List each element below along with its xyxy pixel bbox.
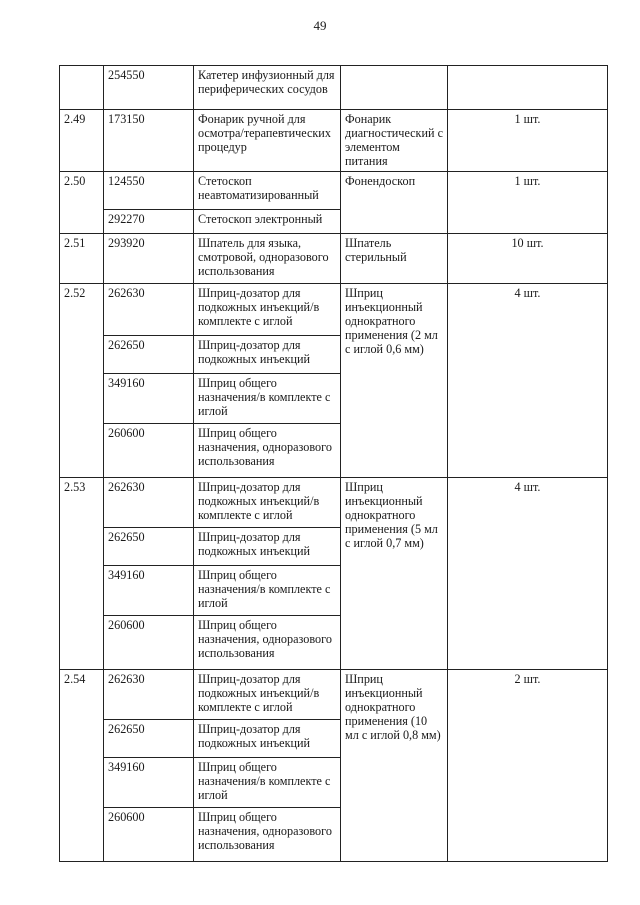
device-code: 262650: [104, 720, 194, 758]
item-number: 2.54: [60, 670, 104, 862]
device-code: 262630: [104, 284, 194, 336]
device-name: Шприц-дозатор для подкожных инъекций/в комплекте с иглой: [194, 284, 341, 336]
table-row: [60, 284, 608, 336]
quantity: 2 шт.: [448, 670, 608, 862]
quantity: 1 шт.: [448, 110, 608, 172]
device-name: Шприц-дозатор для подкожных инъекций: [194, 720, 341, 758]
device-name: Шприц общего назначения, одноразового использования: [194, 808, 341, 862]
device-name: Шприц общего назначения/в комплекте с иглой: [194, 374, 341, 424]
device-name: Фонарик ручной для осмотра/терапевтических процедур: [194, 110, 341, 172]
device-code: 292270: [104, 210, 194, 234]
device-code: 124550: [104, 172, 194, 210]
device-name: Шприц общего назначения/в комплекте с иглой: [194, 758, 341, 808]
device-code: 262650: [104, 336, 194, 374]
table-row: [60, 234, 608, 284]
quantity: 4 шт.: [448, 284, 608, 478]
table-row: [60, 172, 608, 210]
equipment-requirement: Шприц инъекционный однократного применения (10 мл с иглой 0,8 мм): [341, 670, 448, 862]
device-code: 173150: [104, 110, 194, 172]
equipment-requirement: [341, 66, 448, 110]
quantity: 10 шт.: [448, 234, 608, 284]
device-code: 293920: [104, 234, 194, 284]
device-code: 349160: [104, 566, 194, 616]
quantity: 1 шт.: [448, 172, 608, 234]
equipment-table-body: [60, 66, 608, 862]
device-name: Шпатель для языка, смотровой, одноразового использования: [194, 234, 341, 284]
device-code: 349160: [104, 758, 194, 808]
device-code: 262650: [104, 528, 194, 566]
item-number: 2.52: [60, 284, 104, 478]
quantity: 4 шт.: [448, 478, 608, 670]
device-name: Шприц-дозатор для подкожных инъекций/в комплекте с иглой: [194, 670, 341, 720]
device-name: Шприц-дозатор для подкожных инъекций: [194, 336, 341, 374]
item-number: 2.50: [60, 172, 104, 234]
equipment-requirement: Фонендоскоп: [341, 172, 448, 234]
item-number: 2.53: [60, 478, 104, 670]
device-code: 262630: [104, 478, 194, 528]
equipment-requirement: Шпатель стерильный: [341, 234, 448, 284]
item-number: 2.49: [60, 110, 104, 172]
quantity: [448, 66, 608, 110]
table-row: [60, 110, 608, 172]
device-code: 254550: [104, 66, 194, 110]
device-name: Катетер инфузионный для периферических сосудов: [194, 66, 341, 110]
device-name: Стетоскоп неавтоматизированный: [194, 172, 341, 210]
device-name: Стетоскоп электронный: [194, 210, 341, 234]
page-number: 49: [313, 18, 327, 33]
device-code: 260600: [104, 808, 194, 862]
equipment-requirement: Фонарик диагностический с элементом питания: [341, 110, 448, 172]
device-name: Шприц общего назначения/в комплекте с иглой: [194, 566, 341, 616]
device-code: 262630: [104, 670, 194, 720]
table-row: [60, 478, 608, 528]
table-row: [60, 670, 608, 720]
device-name: Шприц общего назначения, одноразового использования: [194, 424, 341, 478]
table-row: [60, 66, 608, 110]
device-code: 349160: [104, 374, 194, 424]
item-number: 2.51: [60, 234, 104, 284]
device-name: Шприц общего назначения, одноразового использования: [194, 616, 341, 670]
device-name: Шприц-дозатор для подкожных инъекций/в комплекте с иглой: [194, 478, 341, 528]
equipment-table: [59, 65, 608, 862]
equipment-requirement: Шприц инъекционный однократного применения (5 мл с иглой 0,7 мм): [341, 478, 448, 670]
item-number: [60, 66, 104, 110]
equipment-requirement: Шприц инъекционный однократного применения (2 мл с иглой 0,6 мм): [341, 284, 448, 478]
device-name: Шприц-дозатор для подкожных инъекций: [194, 528, 341, 566]
device-code: 260600: [104, 424, 194, 478]
device-code: 260600: [104, 616, 194, 670]
